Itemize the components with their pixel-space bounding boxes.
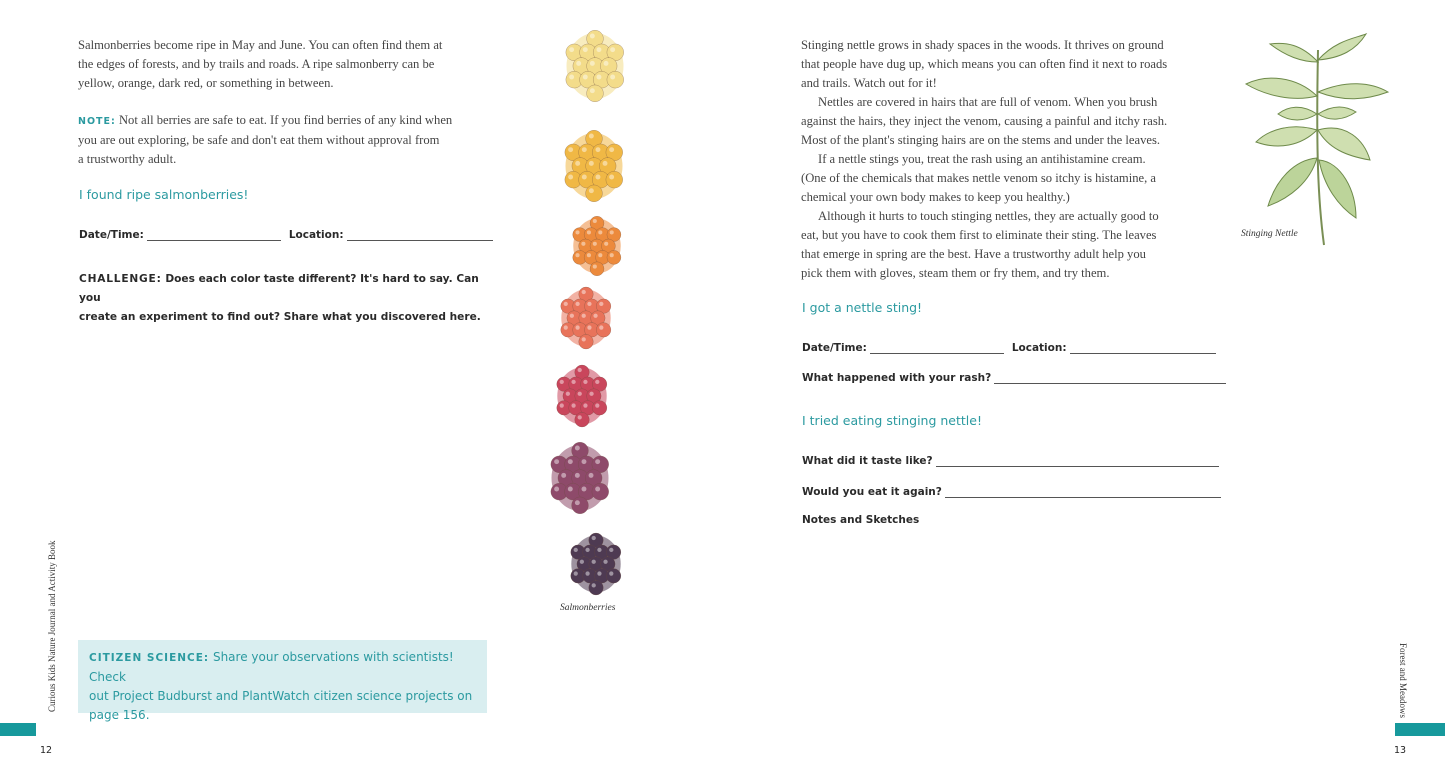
citizen-science-box <box>78 640 487 722</box>
challenge-paragraph <box>79 270 499 327</box>
found-salmonberries-heading: I found ripe salmonberries! <box>79 187 249 202</box>
nettle-line: Most of the plant's stinging hairs are on the stems and under the leaves. <box>801 133 1161 147</box>
salmonberry-2 <box>565 130 623 201</box>
nettle-line: and trails. Watch out for it! <box>801 76 937 90</box>
eat-again-question-row <box>802 485 1221 498</box>
taste-question-row <box>802 454 1219 467</box>
note-line: a trustworthy adult. <box>78 152 177 166</box>
nettle-text <box>801 36 1221 283</box>
tried-eating-nettle-heading: I tried eating stinging nettle! <box>802 413 982 428</box>
eat-again-field[interactable] <box>945 485 1221 498</box>
nettle-line: pick them with gloves, steam them or fry them, and try them. <box>801 266 1110 280</box>
date-time-field[interactable] <box>870 341 1004 354</box>
location-label: Location: <box>1011 342 1067 354</box>
nettle-line: chemical your own body makes to keep you healthy.) <box>801 190 1070 204</box>
nettle-line: that emerge in spring are the best. Have a trustworthy adult help you <box>801 247 1146 261</box>
location-label: Location: <box>288 229 344 241</box>
page-number: 13 <box>1394 745 1407 756</box>
page-number: 12 <box>40 745 53 756</box>
stinging-nettle-caption: Stinging Nettle <box>1241 229 1298 239</box>
taste-answer-field[interactable] <box>936 454 1219 467</box>
intro-paragraph <box>78 36 498 93</box>
salmonberries-illustration <box>540 20 640 600</box>
book-title-running-head: Curious Kids Nature Journal and Activity Book <box>47 540 57 712</box>
nettle-sting-heading: I got a nettle sting! <box>802 300 923 315</box>
nettle-line: Although it hurts to touch stinging nettles, they are actually good to <box>818 209 1159 223</box>
salmonberry-log-row <box>79 228 493 241</box>
salmonberry-1 <box>566 30 624 101</box>
notes-and-sketches-label: Notes and Sketches <box>802 514 920 526</box>
eat-again-label: Would you eat it again? <box>802 486 942 498</box>
salmonberry-5 <box>557 365 607 427</box>
salmonberries-caption: Salmonberries <box>560 603 616 613</box>
note-label: NOTE: <box>78 116 116 127</box>
rash-question-row <box>802 371 1226 384</box>
intro-line: yellow, orange, dark red, or something in between. <box>78 76 334 90</box>
location-field[interactable] <box>347 228 493 241</box>
nettle-line: against the hairs, they inject the venom, causing a painful and itchy rash. <box>801 114 1168 128</box>
nettle-line: eat, but you have to cook them first to eliminate their sting. The leaves <box>801 228 1157 242</box>
page-tab-bar <box>1395 723 1445 736</box>
nettle-line: Stinging nettle grows in shady spaces in the woods. It thrives on ground <box>801 38 1164 52</box>
nettle-line: Nettles are covered in hairs that are full of venom. When you brush <box>818 95 1158 109</box>
citizen-line: Share your observations with scientists! Check <box>89 650 454 684</box>
right-page <box>722 0 1445 775</box>
taste-question-label: What did it taste like? <box>802 455 933 467</box>
challenge-label: CHALLENGE: <box>79 273 162 285</box>
note-paragraph <box>78 111 498 169</box>
salmonberry-6 <box>551 442 609 513</box>
nettle-line: (One of the chemicals that makes nettle venom so itchy is histamine, a <box>801 171 1156 185</box>
citizen-science-label: CITIZEN SCIENCE: <box>89 652 210 664</box>
location-field[interactable] <box>1070 341 1216 354</box>
left-page <box>0 0 722 775</box>
rash-question-label: What happened with your rash? <box>802 372 992 384</box>
citizen-line: page 156. <box>89 708 150 722</box>
intro-line: Salmonberries become ripe in May and June. You can often find them at <box>78 38 443 52</box>
section-running-head: Forest and Meadows <box>1398 643 1408 718</box>
salmonberry-4 <box>561 287 611 349</box>
nettle-line: that people have dug up, which means you can often find it next to roads <box>801 57 1168 71</box>
note-line: Not all berries are safe to eat. If you find berries of any kind when <box>118 113 453 127</box>
date-time-label: Date/Time: <box>802 342 867 354</box>
challenge-line: Does each color taste different? It's hard to say. Can you <box>79 273 479 304</box>
rash-answer-field[interactable] <box>994 371 1226 384</box>
date-time-field[interactable] <box>147 228 281 241</box>
challenge-line: create an experiment to find out? Share what you discovered here. <box>79 311 481 323</box>
date-time-label: Date/Time: <box>79 229 144 241</box>
page-tab-bar <box>0 723 36 736</box>
stinging-nettle-illustration <box>1206 30 1396 248</box>
citizen-line: out Project Budburst and PlantWatch citizen science projects on <box>89 689 473 703</box>
note-line: you are out exploring, be safe and don't eat them without approval from <box>78 133 440 147</box>
nettle-line: If a nettle stings you, treat the rash using an antihistamine cream. <box>818 152 1146 166</box>
intro-line: the edges of forests, and by trails and roads. A ripe salmonberry can be <box>78 57 435 71</box>
nettle-sting-log-row <box>802 341 1216 354</box>
salmonberry-3 <box>573 216 621 276</box>
salmonberry-7 <box>571 533 621 595</box>
